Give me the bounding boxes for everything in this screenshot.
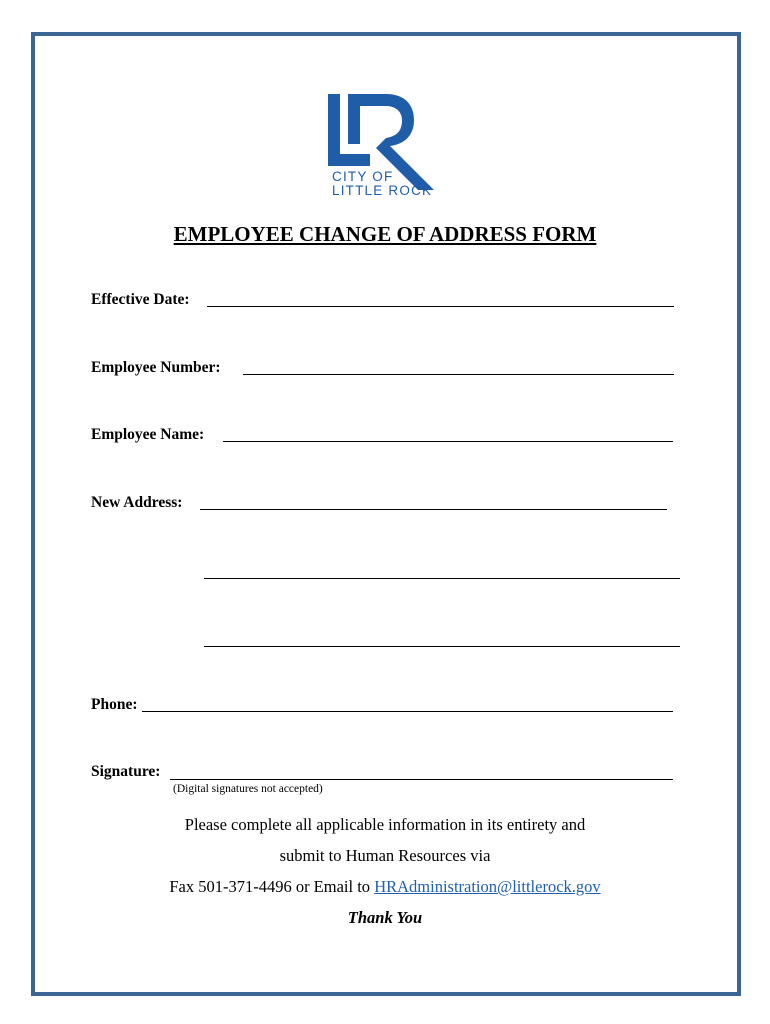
logo-text-line2: LITTLE ROCK	[332, 183, 433, 198]
instruction-line-3	[0, 877, 770, 897]
new-address-input-line-2[interactable]	[204, 562, 680, 579]
signature-note: (Digital signatures not accepted)	[173, 783, 323, 795]
phone-input-line[interactable]	[142, 695, 673, 712]
effective-date-input-line[interactable]	[207, 290, 674, 307]
employee-name-label: Employee Name:	[91, 426, 205, 443]
logo-text-line1: CITY OF	[332, 169, 394, 184]
instruction-line-2: submit to Human Resources via	[279, 846, 491, 865]
form-title: EMPLOYEE CHANGE OF ADDRESS FORM	[173, 222, 597, 246]
instruction-line-1: Please complete all applicable information in its entirety and	[184, 815, 586, 834]
email-link[interactable]: HRAdministration@littlerock.gov	[374, 877, 601, 896]
employee-number-input-line[interactable]	[243, 358, 674, 375]
thank-you-text: Thank You	[347, 908, 423, 927]
new-address-label: New Address:	[91, 494, 183, 511]
fax-text: Fax 501-371-4496 or Email to	[169, 877, 375, 896]
signature-input-line[interactable]	[170, 763, 673, 780]
new-address-input-line-1[interactable]	[200, 493, 667, 510]
effective-date-label: Effective Date:	[91, 291, 190, 308]
phone-label: Phone:	[91, 696, 138, 713]
employee-number-label: Employee Number:	[91, 359, 221, 376]
signature-label: Signature:	[91, 763, 161, 780]
employee-name-input-line[interactable]	[223, 425, 673, 442]
new-address-input-line-3[interactable]	[204, 630, 680, 647]
